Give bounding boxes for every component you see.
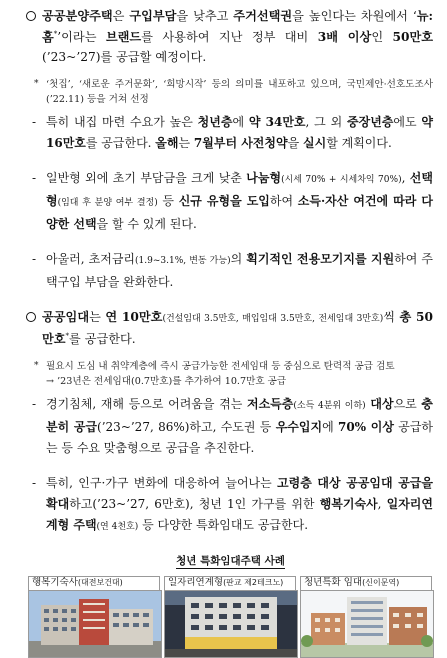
dash-item-special-rental: - 특히, 인구·가구 변화에 대응하여 늘어나는 고령층 대상 공공임대 공급을 확대하고(’23~’27, 6만호), 청년 1인 가구를 위한 행복기숙사, 일자리연계형 주택(연 4천호) 등 다양한 특화임대도 공급한다.	[32, 475, 433, 532]
dash-item-low-income: - 경기침체, 재해 등으로 어려움을 겪는 저소득층(소득 4분위 이하) 대상으로 충분히 공급(’23~’27, 86%)하고, 수도권 등 우수입지에 70% 이상 공급하는 등 수요 맞춤형으로 공급을 추진한다.	[32, 396, 434, 455]
gallery-card-youth-rental	[300, 576, 432, 658]
footnote-brand-meaning: * ‘첫집’, ‘새로운 주거문화’, ‘희망시작’ 등의 의미를 내포하고 있으며, 국민제안·선호도조사(’22.11) 등을 거쳐 선정	[34, 78, 433, 105]
photo-gallery	[28, 576, 433, 658]
dash-item-new-types: - 일반형 외에 초기 부담금을 크게 낮춘 나눔형(시세 70% + 시세차익 70%), 선택형(임대 후 분양 여부 결정) 등 신규 유형을 도입하여 소득·자산 여건에 따라 다양한 선택을 할 수 있게 된다.	[32, 170, 433, 231]
paragraph-public-sale-housing: 공공분양주택은 구입부담을 낮추고 주거선택권을 높인다는 차원에서 ‘뉴:홈*’이라는 브랜드를 사용하여 지난 정부 대비 3배 이상인 50만호(’23~’27)를 공급할 예정이다.	[28, 6, 433, 68]
job-linked-housing-photo	[164, 590, 298, 658]
youth-rental-building-photo	[300, 590, 434, 658]
dash-item-mortgage: - 아울러, 초저금리(1.9~3.1%, 변동 가능)의 획기적인 전용모기지를 지원하여 주택구입 부담을 완화한다.	[32, 251, 433, 289]
gallery-caption: 청년특화 임대(신이문역)	[300, 576, 432, 590]
circle-bullet-icon	[26, 6, 38, 26]
footnote-jeonse-rental: * 필요시 도심 내 취약계층에 즉시 공급가능한 전세임대 등 중심으로 탄력적 공급 검토 → ’23년은 전세임대(0.7만호)를 추가하여 10.7만호 공급	[34, 360, 395, 387]
dormitory-building-photo	[28, 590, 162, 658]
circle-bullet-icon	[26, 307, 38, 327]
gallery-card-job-linked	[164, 576, 296, 658]
dash-item-youth-supply: - 특히 내집 마련 수요가 높은 청년층에 약 34만호, 그 외 중장년층에도 약 16만호를 공급한다. 올해는 7월부터 사전청약을 실시할 계획이다.	[32, 114, 433, 150]
gallery-card-dormitory	[28, 576, 160, 658]
gallery-caption: 행복기숙사(대전보건대)	[28, 576, 160, 590]
paragraph-public-rental: 공공임대는 연 10만호(건설임대 3.5만호, 매입임대 3.5만호, 전세임대 3만호)씩 총 50만호*를 공급한다.	[28, 307, 433, 350]
gallery-title: 청년 특화임대주택 사례	[176, 554, 285, 567]
gallery-caption: 일자리연계형(판교 제2테크노)	[164, 576, 296, 590]
